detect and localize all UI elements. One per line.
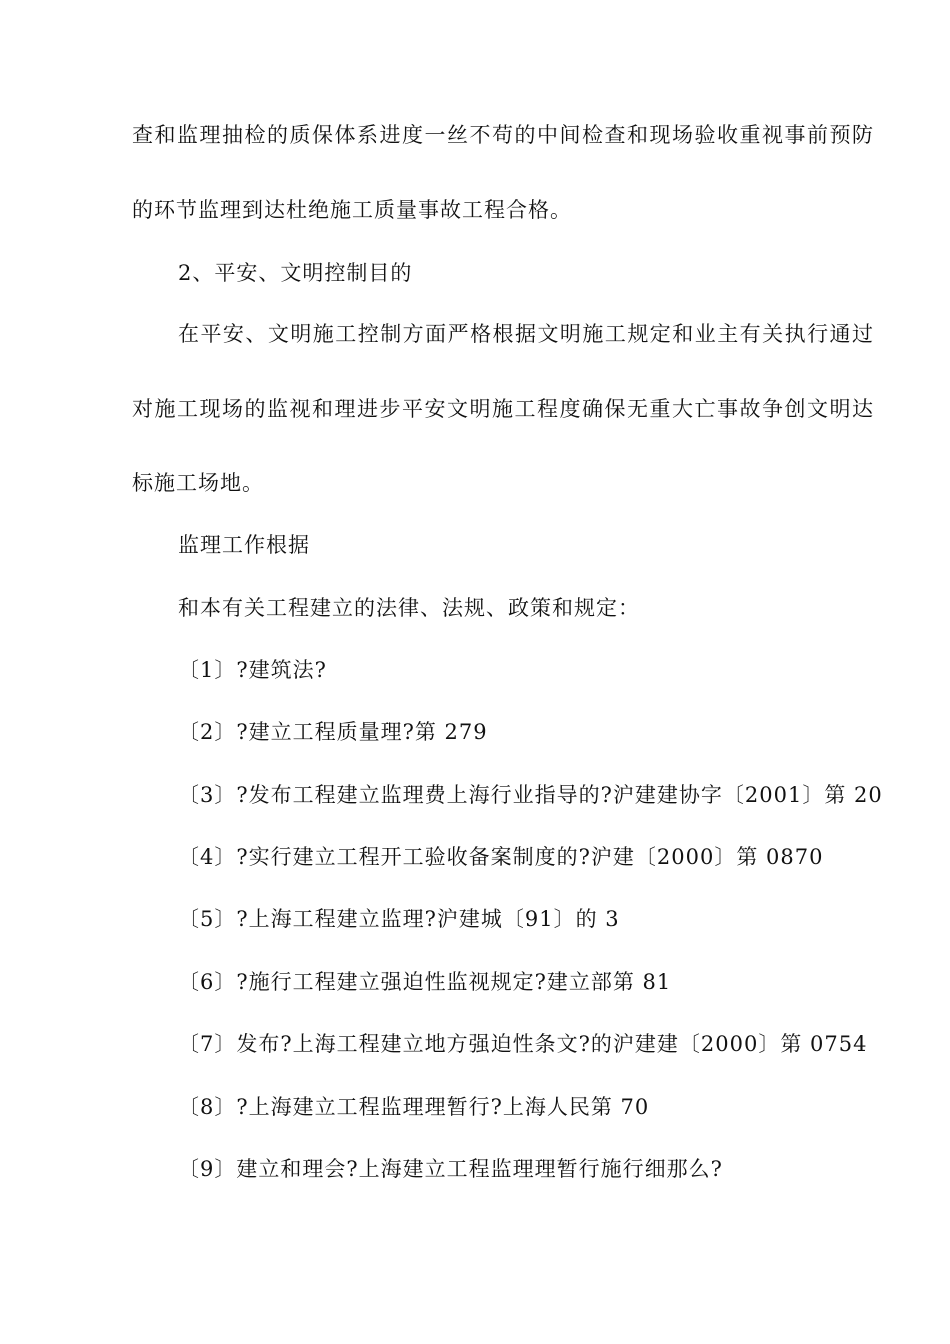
basis-item: 〔1〕?建筑法? [178,658,327,682]
basis-item: 〔7〕发布?上海工程建立地方强迫性条文?的沪建建〔2000〕第 0754 [178,1032,868,1056]
safety-paragraph-line-2: 对施工现场的监视和理进步平安文明施工程度确保无重大亡事故争创文明达 [132,397,874,421]
basis-item: 〔5〕?上海工程建立监理?沪建城〔91〕的 3 [178,907,620,931]
quality-paragraph-line-1: 查和监理抽检的质保体系进度一丝不苟的中间检查和现场验收重视事前预防 [132,123,874,147]
basis-item: 〔4〕?实行建立工程开工验收备案制度的?沪建〔2000〕第 0870 [178,845,824,869]
basis-item: 〔3〕?发布工程建立监理费上海行业指导的?沪建建协字〔2001〕第 20 [178,783,883,807]
basis-item: 〔8〕?上海建立工程监理理暂行?上海人民第 70 [178,1095,650,1119]
basis-item: 〔6〕?施行工程建立强迫性监视规定?建立部第 81 [178,970,672,994]
basis-intro: 和本有关工程建立的法律、法规、政策和规定： [178,596,640,620]
basis-item: 〔2〕?建立工程质量理?第 279 [178,720,488,744]
safety-paragraph-line-1: 在平安、文明施工控制方面严格根据文明施工规定和业主有关执行通过 [178,322,874,346]
quality-paragraph-line-2: 的环节监理到达杜绝施工质量事故工程合格。 [132,198,572,222]
safety-paragraph-line-3: 标施工场地。 [132,471,264,495]
basis-item: 〔9〕建立和理会?上海建立工程监理理暂行施行细那么? [178,1157,723,1181]
section-heading-safety: 2、平安、文明控制目的 [178,261,413,285]
basis-heading: 监理工作根据 [178,533,310,557]
